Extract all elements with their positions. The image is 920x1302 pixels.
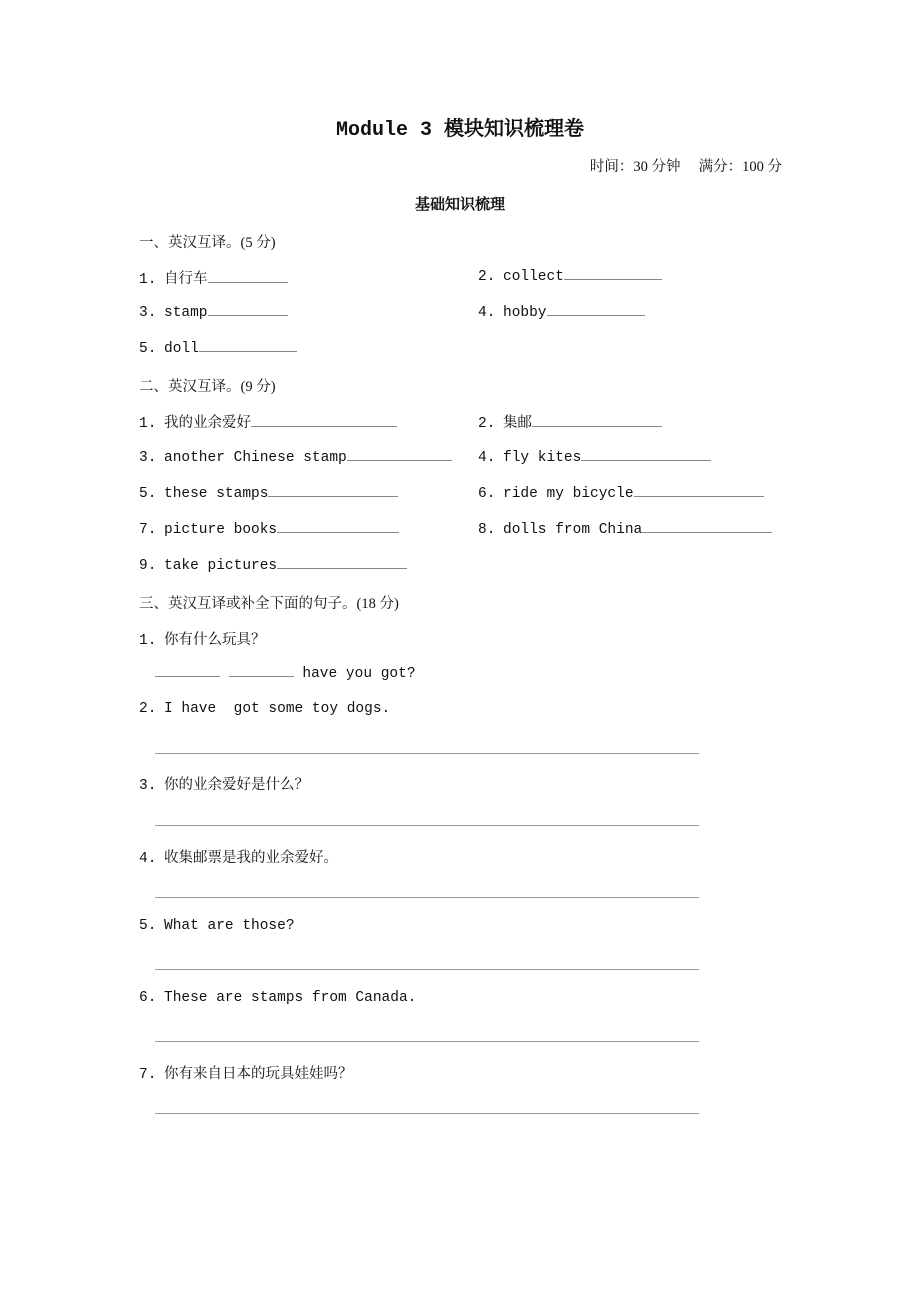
item-number: 5. — [139, 918, 157, 934]
answer-blank[interactable] — [251, 414, 397, 427]
item-text: 我的业余爱好 — [164, 416, 251, 432]
item-text: 集邮 — [503, 416, 532, 432]
item-number: 5. — [139, 341, 157, 357]
section3-item-2 — [139, 701, 390, 717]
section3-item-5 — [139, 918, 295, 934]
section1-item-4 — [478, 303, 645, 321]
answer-blank[interactable] — [564, 267, 662, 280]
section1-item-1 — [139, 267, 288, 288]
answer-blank[interactable] — [277, 520, 399, 533]
item-text: 你有什么玩具？ — [164, 633, 266, 649]
answer-line[interactable] — [155, 1113, 699, 1114]
section3-item-7 — [139, 1062, 353, 1083]
answer-blank[interactable] — [634, 484, 764, 497]
item-text: dolls from China — [503, 522, 643, 538]
item-number: 1. — [139, 633, 157, 649]
answer-line[interactable] — [155, 969, 699, 970]
item-number: 4. — [478, 450, 496, 466]
item-text: 自行车 — [164, 272, 208, 288]
item-text: another Chinese stamp — [164, 450, 347, 466]
item-number: 8. — [478, 522, 496, 538]
section2-item-4 — [478, 448, 711, 466]
section2-item-6 — [478, 484, 764, 502]
item-text: What are those? — [164, 918, 295, 934]
answer-line[interactable] — [155, 897, 699, 898]
item-number: 2. — [478, 269, 496, 285]
answer-blank-2[interactable] — [229, 664, 294, 677]
item-number: 4. — [139, 851, 157, 867]
item-text: 收集邮票是我的业余爱好。 — [164, 851, 338, 867]
item-number: 6. — [139, 990, 157, 1006]
answer-blank[interactable] — [642, 520, 772, 533]
item-number: 3. — [139, 778, 157, 794]
item-text: stamp — [164, 305, 208, 321]
section3-item-1 — [139, 628, 266, 649]
item-number: 2. — [139, 701, 157, 717]
answer-blank[interactable] — [277, 556, 407, 569]
item-number: 7. — [139, 522, 157, 538]
section1-item-5 — [139, 339, 297, 357]
answer-blank[interactable] — [208, 303, 288, 316]
answer-line[interactable] — [155, 825, 699, 826]
answer-blank[interactable] — [532, 414, 662, 427]
item-number: 9. — [139, 558, 157, 574]
section-subtitle: 基础知识梳理 — [414, 197, 505, 213]
answer-blank[interactable] — [547, 303, 645, 316]
item-number: 3. — [139, 450, 157, 466]
answer-line[interactable] — [155, 1041, 699, 1042]
section2-item-5 — [139, 484, 398, 502]
section3-item-4 — [139, 846, 338, 867]
item-number: 4. — [478, 305, 496, 321]
section2-item-9 — [139, 556, 407, 574]
item-number: 1. — [139, 416, 157, 432]
section3-item-6 — [139, 990, 416, 1006]
section1-item-2 — [478, 267, 662, 285]
page-title: Module 3 模块知识梳理卷 — [335, 119, 585, 142]
section1-heading: 一、英汉互译。(5 分) — [139, 235, 276, 251]
fill-text: have you got? — [302, 666, 416, 682]
answer-blank[interactable] — [581, 448, 711, 461]
item-text: These are stamps from Canada. — [164, 990, 417, 1006]
answer-blank[interactable] — [268, 484, 398, 497]
item-number: 2. — [478, 416, 496, 432]
section2-item-2 — [478, 411, 662, 432]
item-text: I have got some toy dogs. — [164, 701, 391, 717]
item-number: 6. — [478, 486, 496, 502]
section2-item-8 — [478, 520, 772, 538]
answer-blank[interactable] — [347, 448, 452, 461]
item-text: 你有来自日本的玩具娃娃吗？ — [164, 1067, 353, 1083]
section3-item-3 — [139, 773, 309, 794]
item-text: ride my bicycle — [503, 486, 634, 502]
section2-item-7 — [139, 520, 399, 538]
item-number: 7. — [139, 1067, 157, 1083]
item-text: collect — [503, 269, 564, 285]
section3-heading: 三、英汉互译或补全下面的句子。(18 分) — [139, 596, 399, 612]
section2-item-3 — [139, 448, 452, 466]
item-text: fly kites — [503, 450, 582, 466]
item-text: doll — [164, 341, 199, 357]
section3-item-1-fill — [155, 664, 416, 682]
item-number: 5. — [139, 486, 157, 502]
item-text: picture books — [164, 522, 278, 538]
item-text: take pictures — [164, 558, 278, 574]
item-number: 3. — [139, 305, 157, 321]
answer-blank[interactable] — [208, 270, 288, 283]
section2-item-1 — [139, 411, 397, 432]
answer-blank[interactable] — [199, 339, 297, 352]
item-text: hobby — [503, 305, 547, 321]
answer-blank-1[interactable] — [155, 664, 220, 677]
item-text: 你的业余爱好是什么？ — [164, 778, 309, 794]
answer-line[interactable] — [155, 753, 699, 754]
section2-heading: 二、英汉互译。(9 分) — [139, 379, 276, 395]
item-number: 1. — [139, 272, 157, 288]
item-text: these stamps — [164, 486, 269, 502]
exam-meta: 时间：30 分钟 满分：100 分 — [589, 159, 782, 175]
section1-item-3 — [139, 303, 288, 321]
